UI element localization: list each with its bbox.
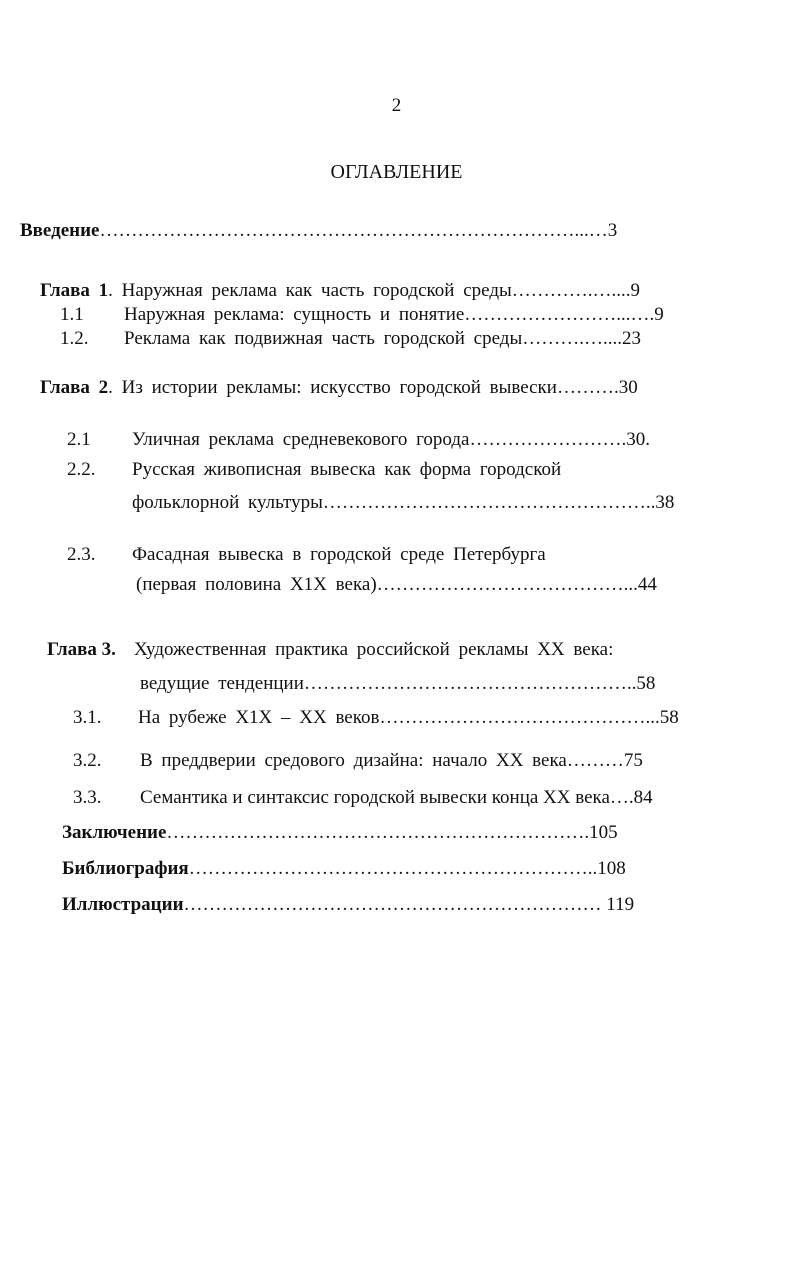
toc-section-2-2-line1: Русская живописная вывеска как форма городской [132,459,562,480]
toc-entry-conclusion [62,821,618,845]
toc-section-3-2-number: 3.2. [73,750,102,771]
toc-section-2-2-line2: фольклорной культуры……………………………………………..38 [132,492,675,513]
toc-conclusion-dots: ………………………………………………………….105 [166,822,618,843]
toc-section-3-3-number: 3.3. [73,787,102,808]
toc-bibliography-dots: ………………………………………………………..108 [188,858,626,879]
toc-section-3-1-text: На рубеже Х1Х – ХХ веков……………………………………...58 [138,707,679,728]
toc-section-3-3-text: Семантика и синтаксис городской вывески конца ХХ века….84 [140,787,653,808]
toc-ch1-text: . Наружная реклама как часть городской среды………….…....9 [108,280,641,301]
toc-bibliography-label: Библиография [62,858,189,879]
toc-section-2-3-number: 2.3. [67,544,96,565]
toc-intro-dots: …………………………………………………………………...…3 [99,220,618,241]
toc-ch3-label: Глава 3. [47,639,116,660]
toc-entry-chapter-1 [40,279,640,303]
toc-entry-bibliography [62,857,626,881]
toc-entry-illustrations [62,893,634,917]
toc-entry-chapter-2 [40,376,638,400]
toc-section-1-2-number: 1.2. [60,328,89,349]
toc-ch2-label: Глава 2 [40,377,109,398]
toc-ch2-text: . Из истории рекламы: искусство городской вывески……….30 [108,377,638,398]
toc-section-2-3-line2: (первая половина Х1Х века)…………………………………...44 [136,574,657,595]
toc-section-2-2-number: 2.2. [67,459,96,480]
toc-section-2-1-text: Уличная реклама средневекового города…………………….30. [132,429,650,450]
toc-section-3-1-number: 3.1. [73,707,102,728]
toc-section-1-1-number: 1.1 [60,304,84,325]
toc-ch3-line2: ведущие тенденции……………………………………………..58 [140,673,656,694]
toc-section-1-2-text: Реклама как подвижная часть городской среды……….…....23 [124,328,641,349]
toc-illustrations-label: Иллюстрации [62,894,184,915]
toc-section-2-3-line1: Фасадная вывеска в городской среде Петербурга [132,544,546,565]
toc-section-3-2-text: В преддверии средового дизайна: начало ХХ века………75 [140,750,643,771]
toc-section-2-1-number: 2.1 [67,429,91,450]
toc-ch1-label: Глава 1 [40,280,109,301]
page-title: ОГЛАВЛЕНИЕ [330,161,463,183]
toc-conclusion-label: Заключение [62,822,167,843]
toc-intro-label: Введение [20,220,100,241]
toc-ch3-line1: Художественная практика российской рекламы ХХ века: [134,639,614,660]
toc-illustrations-dots: ………………………………………………………… 119 [183,894,635,915]
toc-section-1-1-text: Наружная реклама: сущность и понятие……………………...….9 [124,304,664,325]
page-number: 2 [391,95,402,116]
toc-entry-intro [20,219,617,243]
